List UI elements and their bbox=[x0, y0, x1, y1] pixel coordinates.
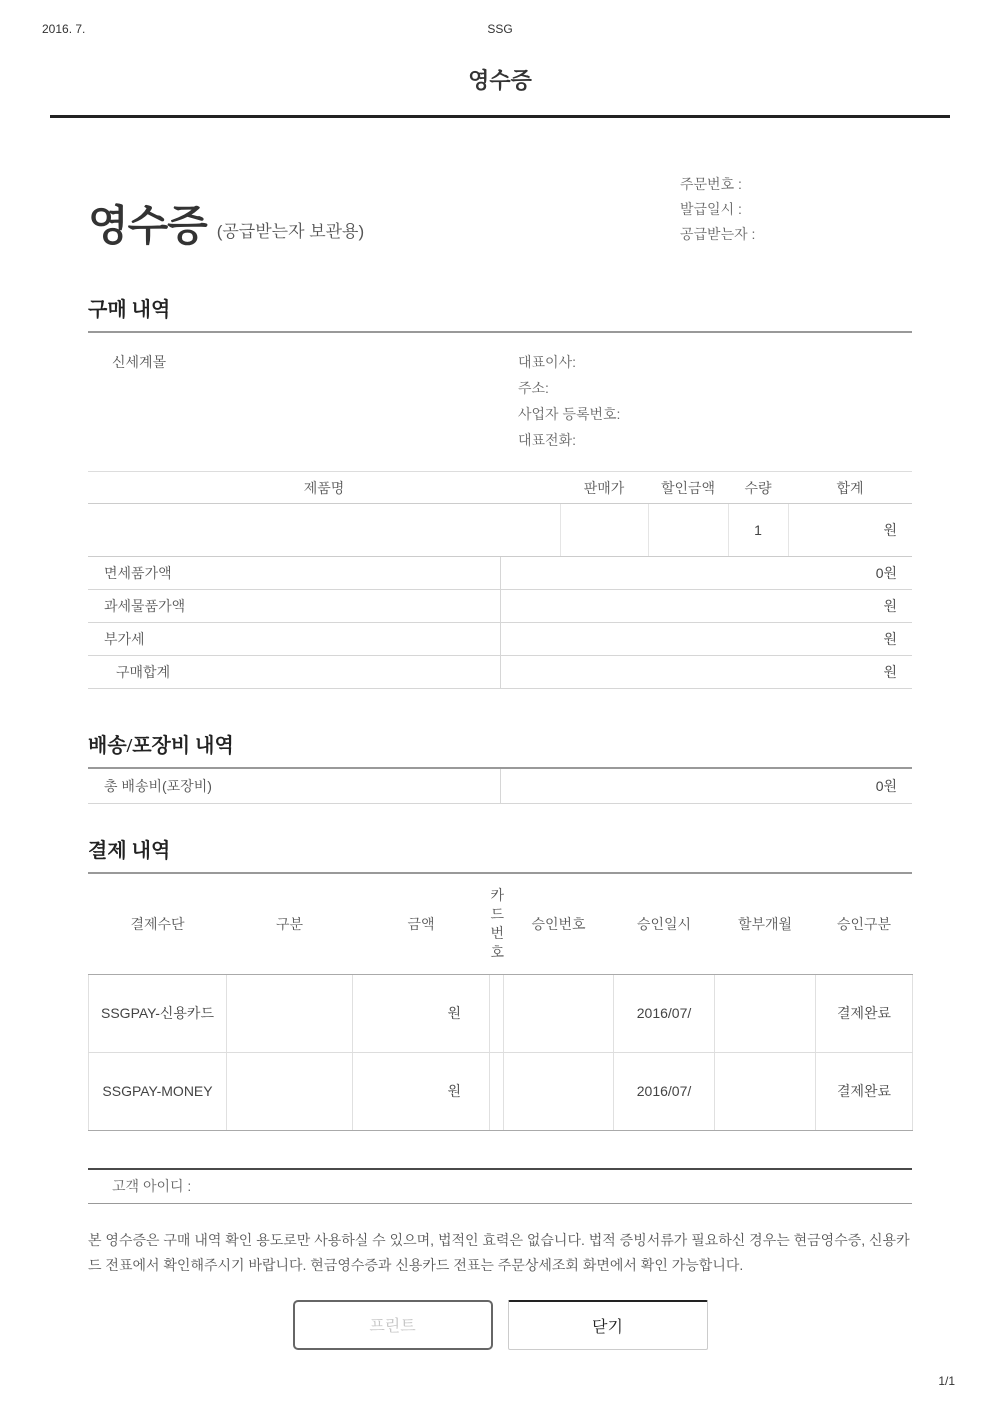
approval-number-cell bbox=[504, 1052, 614, 1130]
installment-cell bbox=[715, 974, 816, 1052]
pay-type-cell bbox=[227, 974, 353, 1052]
approval-number-header: 승인번호 bbox=[504, 874, 614, 974]
receipt-logo-wrap bbox=[88, 168, 364, 247]
page-number: 1/1 bbox=[938, 1374, 955, 1388]
payment-table-header-row bbox=[89, 874, 913, 974]
card-number-header: 카드번호 bbox=[490, 874, 504, 974]
summary-row-purchase-total bbox=[88, 656, 912, 689]
receipt-content bbox=[88, 168, 912, 1350]
price-cell bbox=[560, 504, 648, 557]
payment-row-money bbox=[89, 1052, 913, 1130]
receipt-header bbox=[88, 168, 912, 247]
shipping-row bbox=[88, 769, 912, 804]
print-site-title: SSG bbox=[487, 22, 513, 36]
shipping-fee-value: 0원 bbox=[875, 778, 897, 794]
page-title: 영수증 bbox=[468, 68, 532, 93]
taxable-value: 원 bbox=[883, 598, 897, 614]
card-number-cell bbox=[490, 1052, 504, 1130]
approval-date-cell: 2016/07/ bbox=[614, 974, 715, 1052]
seller-fields bbox=[518, 349, 912, 453]
product-table bbox=[88, 471, 912, 557]
pay-type-cell bbox=[227, 1052, 353, 1130]
receipt-logo: 영수증 bbox=[88, 202, 207, 249]
approval-number-cell bbox=[504, 974, 614, 1052]
approval-status-header: 승인구분 bbox=[816, 874, 913, 974]
product-table-header-row bbox=[88, 472, 912, 504]
vat-label: 부가세 bbox=[88, 623, 501, 655]
taxfree-label: 면세품가액 bbox=[88, 557, 501, 589]
disclaimer-text: 본 영수증은 구매 내역 확인 용도로만 사용하실 수 있으며, 법적인 효력은 없습니다. 법적 증빙서류가 필요하신 경우는 현금영수증, 신용카드 전표에서 확인해주시기 바랍니다. 현금영수증과 신용카드 전표는 주문상세조회 화면에서 확인 가능합니다. bbox=[88, 1231, 910, 1273]
phone-label: 대표전화: bbox=[518, 432, 576, 448]
total-cell: 원 bbox=[788, 504, 912, 557]
pay-amount-cell: 원 bbox=[353, 1052, 490, 1130]
seller-info bbox=[88, 349, 912, 453]
ceo-label: 대표이사: bbox=[518, 354, 576, 370]
close-button[interactable]: 닫기 bbox=[508, 1300, 708, 1350]
discount-header: 할인금액 bbox=[648, 472, 728, 504]
purchase-total-label: 구매합계 bbox=[88, 656, 501, 688]
customer-id-band bbox=[88, 1168, 912, 1204]
pay-method-cell: SSGPAY-신용카드 bbox=[89, 974, 227, 1052]
installment-cell bbox=[715, 1052, 816, 1130]
total-header: 합계 bbox=[788, 472, 912, 504]
pay-method-header: 결제수단 bbox=[89, 874, 227, 974]
payment-row-card bbox=[89, 974, 913, 1052]
pay-method-cell: SSGPAY-MONEY bbox=[89, 1052, 227, 1130]
business-number-label: 사업자 등록번호: bbox=[518, 406, 621, 422]
pay-amount-cell: 원 bbox=[353, 974, 490, 1052]
store-name: 신세계몰 bbox=[112, 354, 167, 370]
receiver-label: 공급받는자 : bbox=[680, 226, 756, 242]
price-header: 판매가 bbox=[560, 472, 648, 504]
print-header bbox=[42, 22, 958, 38]
payment-table bbox=[88, 874, 913, 1131]
qty-header: 수량 bbox=[728, 472, 788, 504]
approval-date-cell: 2016/07/ bbox=[614, 1052, 715, 1130]
purchase-section-title: 구매 내역 bbox=[88, 293, 912, 333]
pay-type-header: 구분 bbox=[227, 874, 353, 974]
address-label: 주소: bbox=[518, 380, 549, 396]
installment-header: 할부개월 bbox=[715, 874, 816, 974]
purchase-total-value: 원 bbox=[883, 664, 897, 680]
receipt-logo-note: (공급받는자 보관용) bbox=[216, 222, 365, 241]
product-name-cell bbox=[88, 504, 560, 557]
customer-id-label: 고객 아이디 : bbox=[112, 1178, 192, 1194]
payment-section-title: 결제 내역 bbox=[88, 834, 912, 874]
product-name-header: 제품명 bbox=[88, 472, 560, 504]
qty-cell: 1 bbox=[728, 504, 788, 557]
card-number-cell bbox=[490, 974, 504, 1052]
print-button[interactable]: 프린트 bbox=[293, 1300, 493, 1350]
order-info bbox=[680, 168, 912, 247]
vat-value: 원 bbox=[883, 631, 897, 647]
issue-date-label: 발급일시 : bbox=[680, 201, 742, 217]
shipping-fee-label: 총 배송비(포장비) bbox=[88, 769, 501, 803]
approval-status-cell: 결제완료 bbox=[816, 1052, 913, 1130]
shipping-section-title: 배송/포장비 내역 bbox=[88, 729, 912, 769]
taxfree-value: 0원 bbox=[875, 565, 897, 581]
summary-row-vat bbox=[88, 623, 912, 656]
title-divider bbox=[50, 115, 950, 118]
order-number-label: 주문번호 : bbox=[680, 176, 742, 192]
taxable-label: 과세물품가액 bbox=[88, 590, 501, 622]
pay-amount-header: 금액 bbox=[353, 874, 490, 974]
summary-row-taxable bbox=[88, 590, 912, 623]
approval-status-cell: 결제완료 bbox=[816, 974, 913, 1052]
discount-cell bbox=[648, 504, 728, 557]
product-row bbox=[88, 504, 912, 557]
approval-date-header: 승인일시 bbox=[614, 874, 715, 974]
summary-row-taxfree bbox=[88, 557, 912, 590]
button-row bbox=[88, 1300, 912, 1350]
print-date: 2016. 7. bbox=[42, 22, 86, 36]
